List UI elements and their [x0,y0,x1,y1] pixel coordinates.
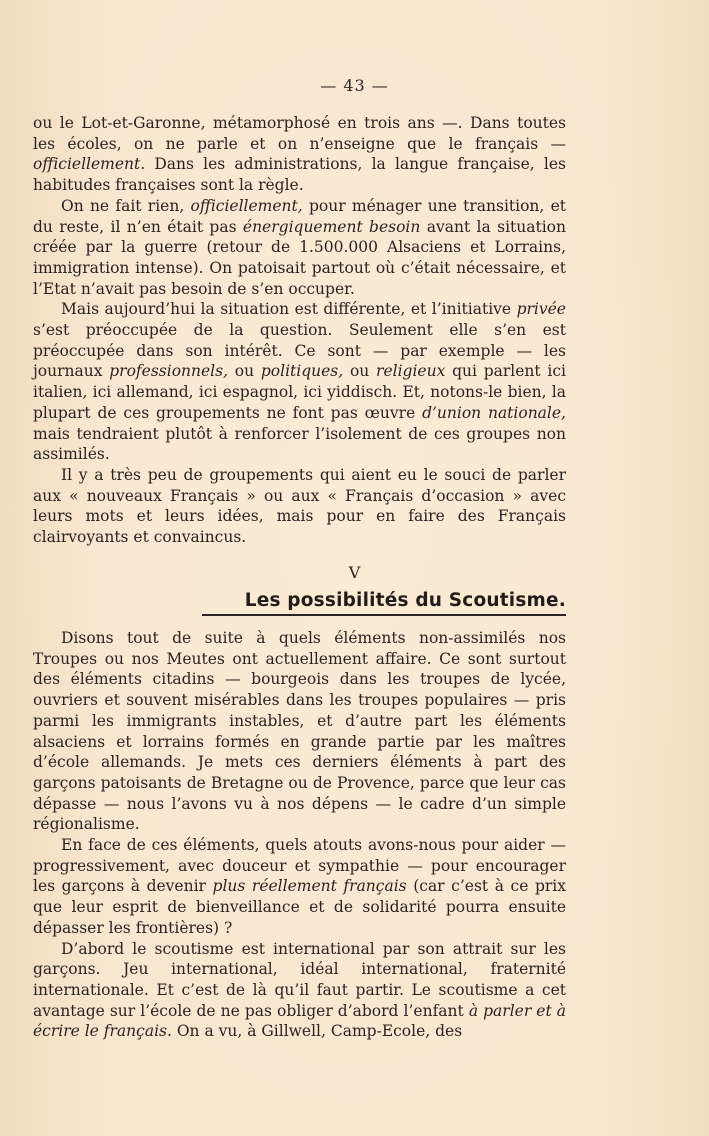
body-text: mais tendraient plutôt à renforcer l’isolement de ces groupes non assimilés. [33,424,566,464]
body-text: D’abord le scoutisme est international par son attrait sur les garçons. Jeu international, idéal international, fraternité internationale. Et c’est de là qu’il faut partir. Le scoutisme a cet avantage sur l’école de ne pas obliger d’abord l’enfant [33,939,566,1020]
body-text: Disons tout de suite à quels éléments non-assimilés nos Troupes ou nos Meutes ont actuellement affaire. Ce sont surtout des éléments citadins — bourgeois dans les troupes de lycée, ouvriers et souvent misérables dans les troupes populaires — pris parmi les immigrants instables, et d’autre part les éléments alsaciens et lorrains formés en grande partie par les maîtres d’école allemands. Je mets ces derniers éléments à part des garçons patoisants de Bretagne ou de Provence, parce que leur cas dépasse — nous l’avons vu à nos dépens — le cadre d’un simple régionalisme. [33,629,566,834]
italic-text: énergiquement besoin [242,217,421,236]
italic-text: professionnels, [109,362,228,381]
body-text: ou le Lot-et-Garonne, métamorphosé en trois ans —. Dans toutes les écoles, on ne parle et on n’enseigne que le français — [33,114,566,153]
italic-text: officiellement, [190,196,303,215]
body-text: Il y a très peu de groupements qui aient eu le souci de parler aux « nouveaux Français » ou aux « Français d’occasion » avec leurs mots et leurs idées, mais pour en faire des Français clairvoyants et convaincus. [33,465,566,547]
section-title: Les possibilités du Scoutisme. [244,590,566,611]
section-title-underline [202,614,566,616]
section-numeral: V [348,563,361,582]
body-text: (car c’est à ce prix que leur esprit de bienveillance et de solidarité pourra ensuite dépasser les frontières) ? [33,877,566,937]
italic-text: religieux [376,362,446,381]
italic-text: politiques, [260,362,344,381]
italic-text: d’union nationale, [422,403,566,422]
body-text: On ne fait rien, [61,196,191,215]
body-text: ou [343,362,377,381]
paragraph [33,465,566,548]
paragraph [33,299,566,465]
italic-text: plus réellement français [212,877,407,896]
body-text: avant la situation créée par la guerre (retour de 1.500.000 Alsaciens et Lorrains, immigration intense). On patoisait partout où c’était nécessaire, et l’Etat n’avait pas besoin de s’en occuper. [33,217,566,298]
body-text: En face de ces éléments, quels atouts avons-nous pour aider — progressivement, avec douceur et sympathie — pour encourager les garçons à devenir [33,836,566,896]
body-text: On a vu, à Gillwell, Camp-Ecole, des [171,1022,463,1041]
paragraph [33,939,566,1043]
paragraph [33,196,566,300]
body-text: ou [228,362,261,381]
body-text: pour ménager une transition, et du reste, il n’en était pas [33,196,566,236]
top-text-block [33,113,566,548]
body-text: Mais aujourd’hui la situation est différente, et l’initiative [61,300,517,319]
body-text: qui parlent ici italien, ici allemand, ici espagnol, ici yiddisch. Et, notons-le bien, la plupart de ces groupements ne font pas œuvre [33,362,567,422]
page-number: — 43 — [320,76,389,95]
italic-text: privée [516,300,566,319]
paragraph [33,113,566,196]
body-text: s’est préoccupée de la question. Seulement elle s’en est préoccupée dans son intérêt. Ce sont — par exemple — les journaux [33,321,566,381]
italic-text: officiellement [33,155,141,174]
paragraph [33,628,566,835]
italic-text: à parler et à écrire le français. [33,1001,567,1041]
bottom-text-block [33,628,566,1042]
body-text: . Dans les administrations, la langue française, les habitudes françaises sont la règle. [33,155,566,195]
paragraph [33,835,566,939]
